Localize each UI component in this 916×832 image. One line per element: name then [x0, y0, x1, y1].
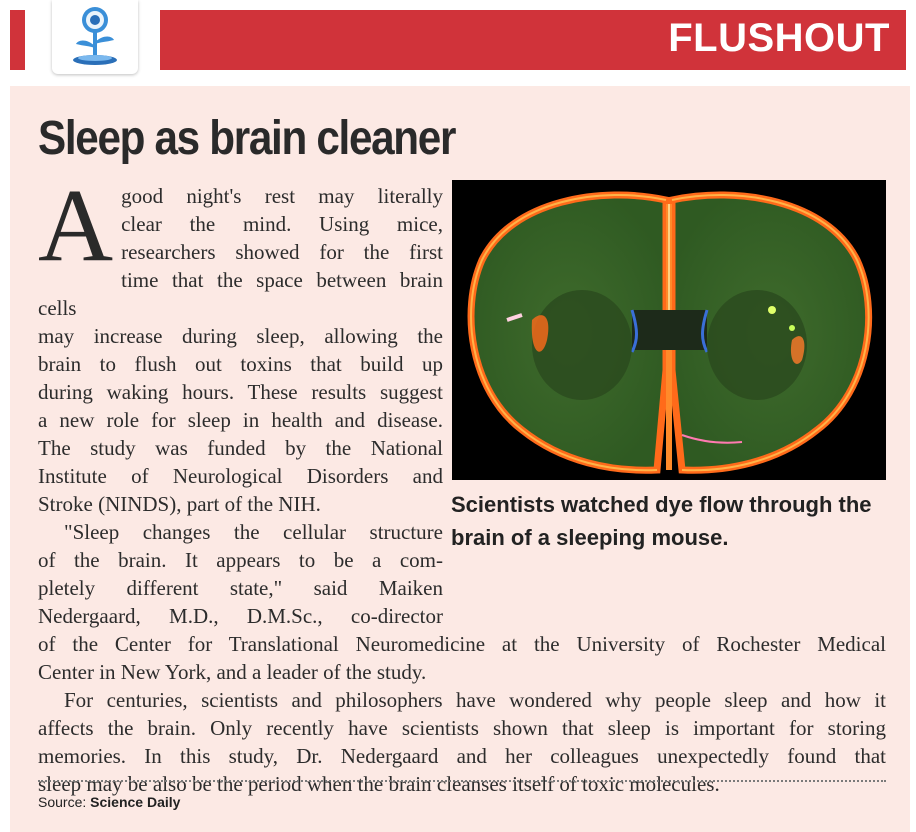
- article-body: [38, 168, 886, 798]
- body-line: during waking hours. These results suggest: [38, 380, 443, 404]
- article-panel: [10, 86, 910, 832]
- body-line: For centuries, scientists and philosophers have wondered why people sleep and how it: [64, 688, 886, 712]
- footer-divider: [38, 780, 886, 782]
- body-line: memories. In this study, Dr. Nedergaard and her colleagues unexpectedly found that: [38, 744, 886, 768]
- source-credit: [38, 794, 180, 810]
- section-logo: [52, 0, 138, 74]
- body-line: Institute of Neurological Disorders and: [38, 464, 443, 488]
- image-caption: Scientists watched dye flow through the brain of a sleeping mouse.: [451, 492, 872, 550]
- body-line: sleep may be also be the period when the brain cleanses itself of toxic molecules.: [38, 772, 720, 796]
- body-line: good night's rest may literally: [121, 184, 443, 208]
- body-line: researchers showed for the first: [121, 240, 443, 264]
- article-headline: Sleep as brain cleaner: [38, 112, 456, 165]
- body-line: Stroke (NINDS), part of the NIH.: [38, 492, 321, 516]
- source-name: Science Daily: [90, 794, 181, 810]
- section-header-band: [160, 10, 906, 70]
- body-line: "Sleep changes the cellular structure: [64, 520, 443, 544]
- body-line: Nedergaard, M.D., D.M.Sc., co-director: [38, 604, 443, 628]
- body-line: pletely different state," said Maiken: [38, 576, 443, 600]
- source-label: Source:: [38, 794, 87, 810]
- header-left-accent: [10, 10, 25, 70]
- plant-bulb-icon: [62, 4, 128, 70]
- body-line: may increase during sleep, allowing the: [38, 324, 443, 348]
- drop-cap: A: [38, 168, 114, 283]
- body-line: of the brain. It appears to be a com-: [38, 548, 443, 572]
- body-line: affects the brain. Only recently have scientists shown that sleep is important for storing: [38, 716, 886, 740]
- body-line: clear the mind. Using mice,: [121, 212, 443, 236]
- section-title: FLUSHOUT: [668, 16, 890, 60]
- body-line: brain to flush out toxins that build up: [38, 352, 443, 376]
- body-line: Center in New York, and a leader of the study.: [38, 660, 427, 684]
- body-line: of the Center for Translational Neuromedicine at the University of Rochester Medical: [38, 632, 886, 656]
- body-line: The study was funded by the National: [38, 436, 443, 460]
- body-line: a new role for sleep in health and disease.: [38, 408, 443, 432]
- body-line: time that the space between brain cells: [38, 268, 443, 320]
